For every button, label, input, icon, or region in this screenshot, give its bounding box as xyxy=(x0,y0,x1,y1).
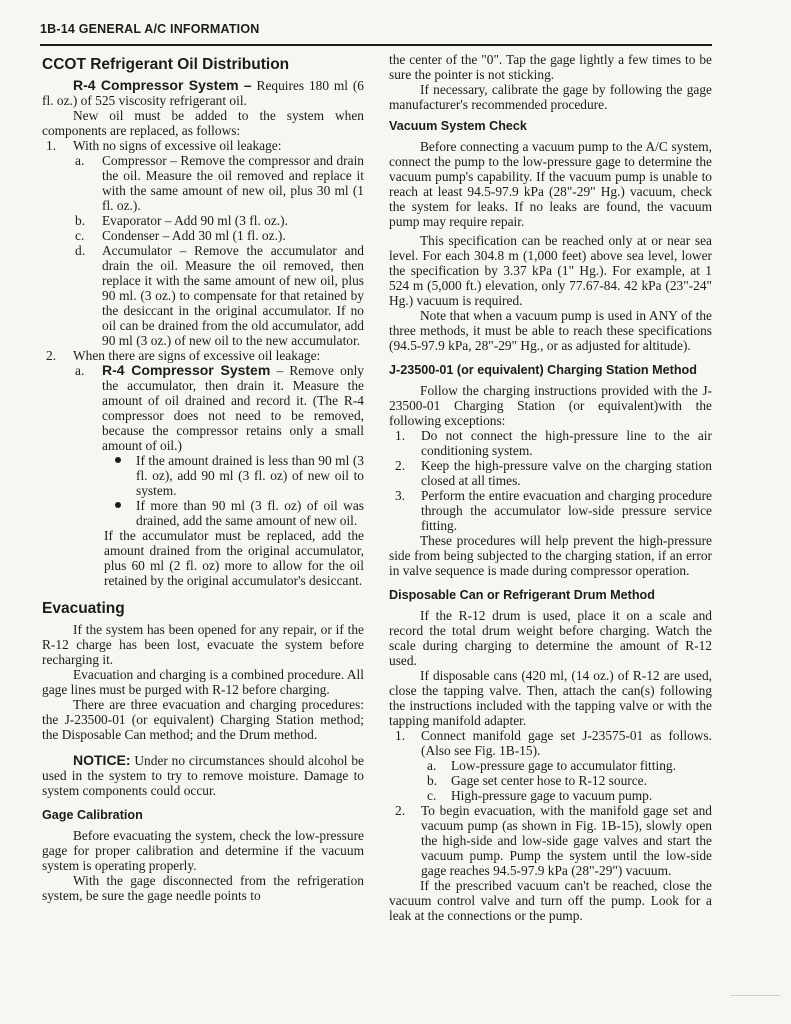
heading-disposable: Disposable Can or Refrigerant Drum Method xyxy=(389,588,655,602)
list-item xyxy=(75,363,364,453)
list-text: Keep the high-pressure valve on the charging station closed at all times. xyxy=(421,458,712,488)
list-marker: b. xyxy=(427,773,438,788)
list-text: Perform the entire evacuation and charging procedure through the accumulator low-side pressure service fitting. xyxy=(421,488,712,533)
list-marker: 1. xyxy=(395,728,406,743)
paragraph-disp-1: If the R-12 drum is used, place it on a scale and record the total drum weight before charging. Watch the scale during charging to determine the amount of R-12 used. xyxy=(389,608,712,668)
paragraph-vac-3: Note that when a vacuum pump is used in ANY of the three methods, it must be able to reach these specifications (94.5-97.9 kPa, 28"-29" Hg., or as adjusted for altitude). xyxy=(389,308,712,353)
notice xyxy=(42,753,364,798)
r4-spec-text: Requires 180 ml (6 fl. oz.) of 525 viscosity refrigerant oil. xyxy=(42,78,364,108)
paragraph-gage-2: With the gage disconnected from the refrigeration system, be sure the gage needle points to xyxy=(42,873,364,903)
bullet-item xyxy=(105,453,364,498)
list-text: Compressor – Remove the compressor and drain the oil. Measure the oil removed and replace it with the same amount of new oil, plus 30 ml (1 fl. oz.). xyxy=(102,153,364,213)
bullet-icon xyxy=(105,498,136,528)
list-text: Evaporator – Add 90 ml (3 fl. oz.). xyxy=(102,213,288,228)
list-item xyxy=(395,803,712,878)
paragraph-r4-spec xyxy=(42,78,364,108)
paragraph-new-oil: New oil must be added to the system when components are replaced, as follows: xyxy=(42,108,364,138)
list-marker: c. xyxy=(75,228,85,243)
heading-evacuating: Evacuating xyxy=(42,600,125,617)
header-text: 1B-14 GENERAL A/C INFORMATION xyxy=(40,22,260,36)
bullet-item xyxy=(105,498,364,528)
list-item xyxy=(427,758,712,773)
list-item xyxy=(427,788,712,803)
scan-mark xyxy=(730,995,780,996)
list-item xyxy=(75,243,364,348)
list-item xyxy=(395,428,712,458)
list-marker: c. xyxy=(427,788,437,803)
list-marker: a. xyxy=(427,758,437,773)
right-column xyxy=(389,52,712,923)
paragraph-gage-cont: the center of the "0". Tap the gage lightly a few times to be sure the pointer is not sticking. xyxy=(389,52,712,82)
paragraph-vac-1: Before connecting a vacuum pump to the A/C system, connect the pump to the low-pressure gage to determine the vacuum pump's capability. If the vacuum pump is unable to reach at least 94.5-97.9 kPa (28"-29" Hg.) vacuum, check the system for leaks. If no leaks are found, the vacuum pump may require repair. xyxy=(389,139,712,229)
list-text: When there are signs of excessive oil leakage: xyxy=(73,348,321,363)
r4-lead-2: R-4 Compressor System xyxy=(102,362,271,378)
left-column xyxy=(42,52,364,903)
list-text: Condenser – Add 30 ml (1 fl. oz.). xyxy=(102,228,286,243)
list-text xyxy=(102,363,364,453)
bullet-icon xyxy=(105,453,136,498)
page-header xyxy=(40,22,712,46)
heading-j23500: J-23500-01 (or equivalent) Charging Station Method xyxy=(389,363,697,377)
paragraph-evac-1: If the system has been opened for any repair, or if the R-12 charge has been lost, evacuate the system before recharging it. xyxy=(42,622,364,667)
heading-gage-calibration: Gage Calibration xyxy=(42,808,143,822)
bullet-text: If more than 90 ml (3 fl. oz) of oil was drained, add the same amount of new oil. xyxy=(136,498,364,528)
list-text: Accumulator – Remove the accumulator and drain the oil. Measure the oil removed, then replace it with the same amount of new oil, plus 90 ml. (3 oz.) to compensate for that retained by the desiccant in the original accumulator. If no oil can be drained from the old accumulator, add 90 ml (3 oz.) of new oil to the new accumulator. xyxy=(102,243,364,348)
list-text: Gage set center hose to R-12 source. xyxy=(451,773,647,788)
list-marker: a. xyxy=(75,153,85,168)
r4-remove-text: – Remove only the accumulator, then drain it. Measure the amount of oil drained and record it. (The R-4 compressor does not need to be removed, because the compressor retains only a small amount of oil.) xyxy=(102,363,364,453)
paragraph-accumulator-replace: If the accumulator must be replaced, add the amount drained from the original accumulator, plus 60 ml (2 fl. oz) more to allow for the oil retained by the original accumulator's desiccant. xyxy=(104,528,364,588)
paragraph-gage-1: Before evacuating the system, check the low-pressure gage for proper calibration and determine if the vacuum system is operating properly. xyxy=(42,828,364,873)
paragraph-evac-2: Evacuation and charging is a combined procedure. All gage lines must be purged with R-12 before charging. xyxy=(42,667,364,697)
list-marker: 2. xyxy=(395,458,406,473)
notice-text: Under no circumstances should alcohol be used in the system to try to remove moisture. Damage to system components could occur. xyxy=(42,753,364,798)
list-item xyxy=(427,773,712,788)
paragraph-evac-3: There are three evacuation and charging procedures: the J-23500-01 (or equivalent) Charging Station method; the Disposable Can method; and the Drum method. xyxy=(42,697,364,742)
list-text: Connect manifold gage set J-23575-01 as follows. (Also see Fig. 1B-15). xyxy=(421,728,712,758)
bullet-text: If the amount drained is less than 90 ml (3 fl. oz), add 90 ml (3 fl. oz) of new oil to system. xyxy=(136,453,364,498)
list-item xyxy=(75,153,364,213)
list-item xyxy=(46,138,364,153)
paragraph-disp-2: If disposable cans (420 ml, (14 oz.) of R-12 are used, close the tapping valve. Then, attach the can(s) following the instructions included with the tapping valve or with the tapping manifold adapter. xyxy=(389,668,712,728)
list-text: With no signs of excessive oil leakage: xyxy=(73,138,282,153)
list-item xyxy=(395,458,712,488)
list-item xyxy=(395,728,712,758)
list-marker: 3. xyxy=(395,488,406,503)
list-text: To begin evacuation, with the manifold gage set and vacuum pump (as shown in Fig. 1B-15), slowly open the high-side and low-side gage valves and start the vacuum pump. Pump the system until the low-side gage reaches 94.5-97.9 kPa (28"-29") vacuum. xyxy=(421,803,712,878)
list-text: Low-pressure gage to accumulator fitting. xyxy=(451,758,676,773)
r4-lead: R-4 Compressor System – xyxy=(73,77,252,93)
paragraph-gage-3: If necessary, calibrate the gage by following the gage manufacturer's recommended procedure. xyxy=(389,82,712,112)
list-marker: d. xyxy=(75,243,86,258)
list-marker: 2. xyxy=(46,348,57,363)
list-text: High-pressure gage to vacuum pump. xyxy=(451,788,653,803)
heading-vacuum-check: Vacuum System Check xyxy=(389,119,527,133)
list-item xyxy=(75,228,364,243)
list-item xyxy=(395,488,712,533)
paragraph-vac-2: This specification can be reached only at or near sea level. For each 304.8 m (1,000 feet) above sea level, lower the specification by 3.37 kPa (1" Hg.). For example, at 1 524 m (5,000 ft.) elevation, only 77.67-84. 42 kPa (23"-24" Hg.) vacuum is required. xyxy=(389,233,712,308)
paragraph-j-1: Follow the charging instructions provided with the J-23500-01 Charging Station (or equivalent)with the following exceptions: xyxy=(389,383,712,428)
heading-ccot: CCOT Refrigerant Oil Distribution xyxy=(42,56,290,73)
paragraph-disp-3: If the prescribed vacuum can't be reached, close the vacuum control valve and turn off the pump. Look for a leak at the connections or the pump. xyxy=(389,878,712,923)
list-marker: 2. xyxy=(395,803,406,818)
notice-label: NOTICE: xyxy=(73,752,131,768)
list-text: Do not connect the high-pressure line to the air conditioning system. xyxy=(421,428,712,458)
paragraph-j-2: These procedures will help prevent the high-pressure side from being subjected to the charging station, if an error in valve sequence is made during compressor operation. xyxy=(389,533,712,578)
list-item xyxy=(46,348,364,363)
list-marker: a. xyxy=(75,363,85,378)
list-marker: b. xyxy=(75,213,86,228)
list-marker: 1. xyxy=(46,138,57,153)
list-item xyxy=(75,213,364,228)
list-marker: 1. xyxy=(395,428,406,443)
